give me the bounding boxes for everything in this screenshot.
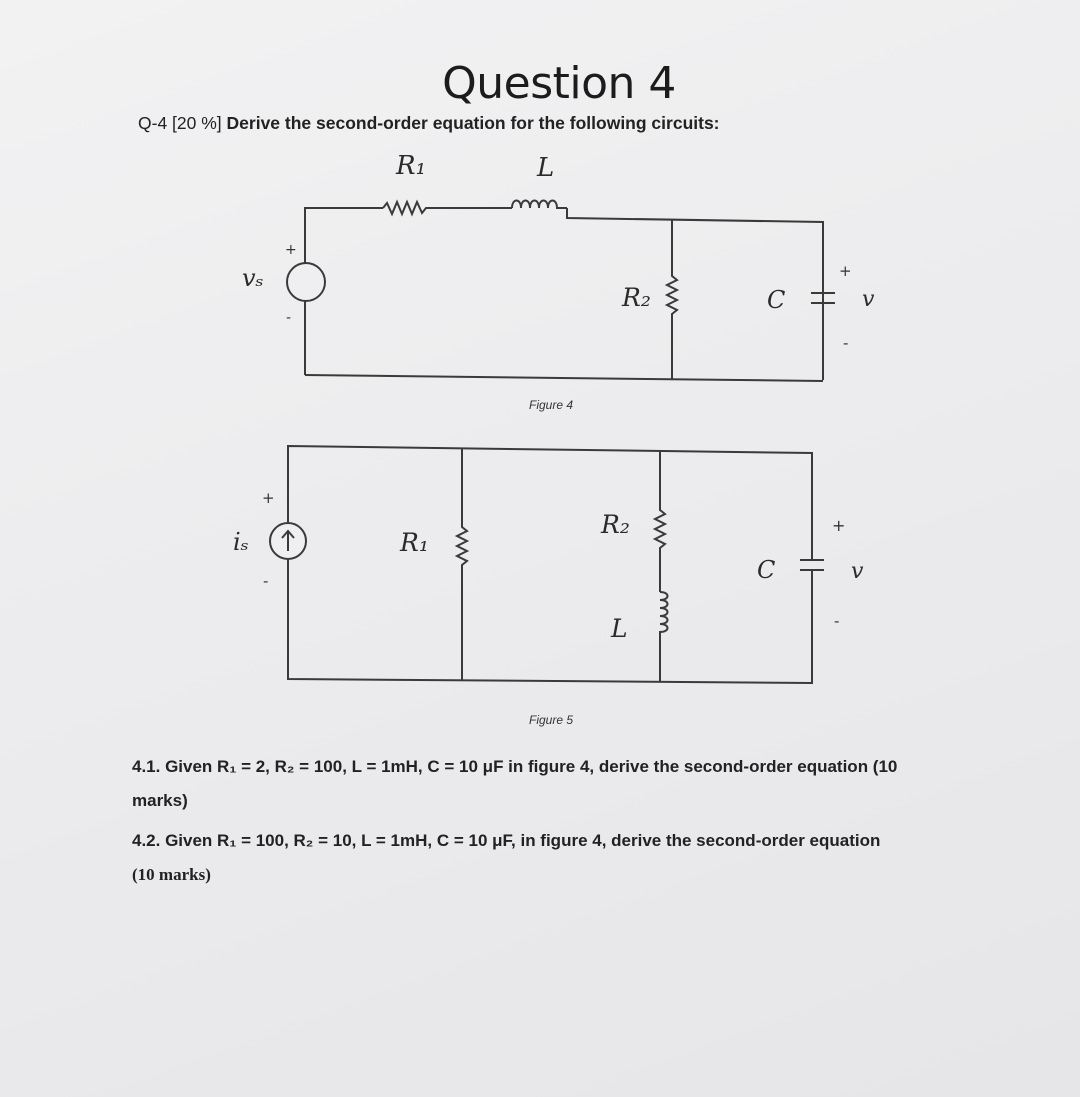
fig4-vs-label: vₛ xyxy=(242,264,264,292)
fig4-r2-label: R₂ xyxy=(622,283,651,312)
fig5-r2-label: R₂ xyxy=(601,510,630,539)
fig5-r1-resistor xyxy=(457,448,467,680)
figure-5-circuit xyxy=(288,446,824,683)
fig4-v-plus: + xyxy=(839,262,852,280)
fig5-l-inductor xyxy=(660,592,668,682)
fig4-vs-minus: - xyxy=(286,310,292,326)
fig5-l-label: L xyxy=(611,614,628,643)
fig4-l-label: L xyxy=(537,153,555,183)
figure-4-circuit xyxy=(305,201,835,382)
fig5-caption: Figure 5 xyxy=(529,713,574,727)
fig4-wire-bottom xyxy=(305,375,823,381)
page-title: Question 4 xyxy=(442,58,676,109)
task-4-1-marks: marks) xyxy=(132,791,188,810)
fig5-is-plus: + xyxy=(262,489,275,507)
fig4-voltage-source xyxy=(287,263,325,301)
fig5-is-minus: - xyxy=(263,572,269,590)
task-4-1-text: 4.1. Given R₁ = 2, R₂ = 100, L = 1mH, C = 10 μF in figure 4, derive the second-order equation (10 xyxy=(132,757,898,776)
fig4-caption: Figure 4 xyxy=(529,398,574,412)
fig4-l-inductor xyxy=(512,201,567,209)
fig4-r2-resistor xyxy=(667,219,677,379)
fig5-outer-loop xyxy=(288,446,812,683)
question-instruction: Derive the second-order equation for the following circuits: xyxy=(226,113,720,133)
fig4-c-label: C xyxy=(767,286,786,314)
task-4-2-text: 4.2. Given R₁ = 100, R₂ = 10, L = 1mH, C = 10 μF, in figure 4, derive the second-order equation xyxy=(132,831,881,850)
fig5-v-label: v xyxy=(851,559,864,584)
fig5-r1-label: R₁ xyxy=(400,528,429,557)
fig5-v-plus: + xyxy=(832,516,846,535)
fig5-v-minus: - xyxy=(834,612,840,630)
fig4-v-minus: - xyxy=(843,334,849,352)
fig4-vs-plus: + xyxy=(285,242,297,258)
fig4-r1-label: R₁ xyxy=(396,151,426,181)
fig5-c-label: C xyxy=(757,556,776,584)
fig5-is-label: iₛ xyxy=(233,528,249,556)
fig4-r1-resistor xyxy=(383,202,512,214)
task-4-2-marks: (10 marks) xyxy=(132,865,211,884)
task-4-2 xyxy=(132,824,992,892)
fig5-r2-resistor xyxy=(655,451,665,592)
task-4-1 xyxy=(132,750,992,818)
question-id: Q-4 [20 %] xyxy=(138,113,222,133)
fig4-v-label: v xyxy=(862,287,875,312)
